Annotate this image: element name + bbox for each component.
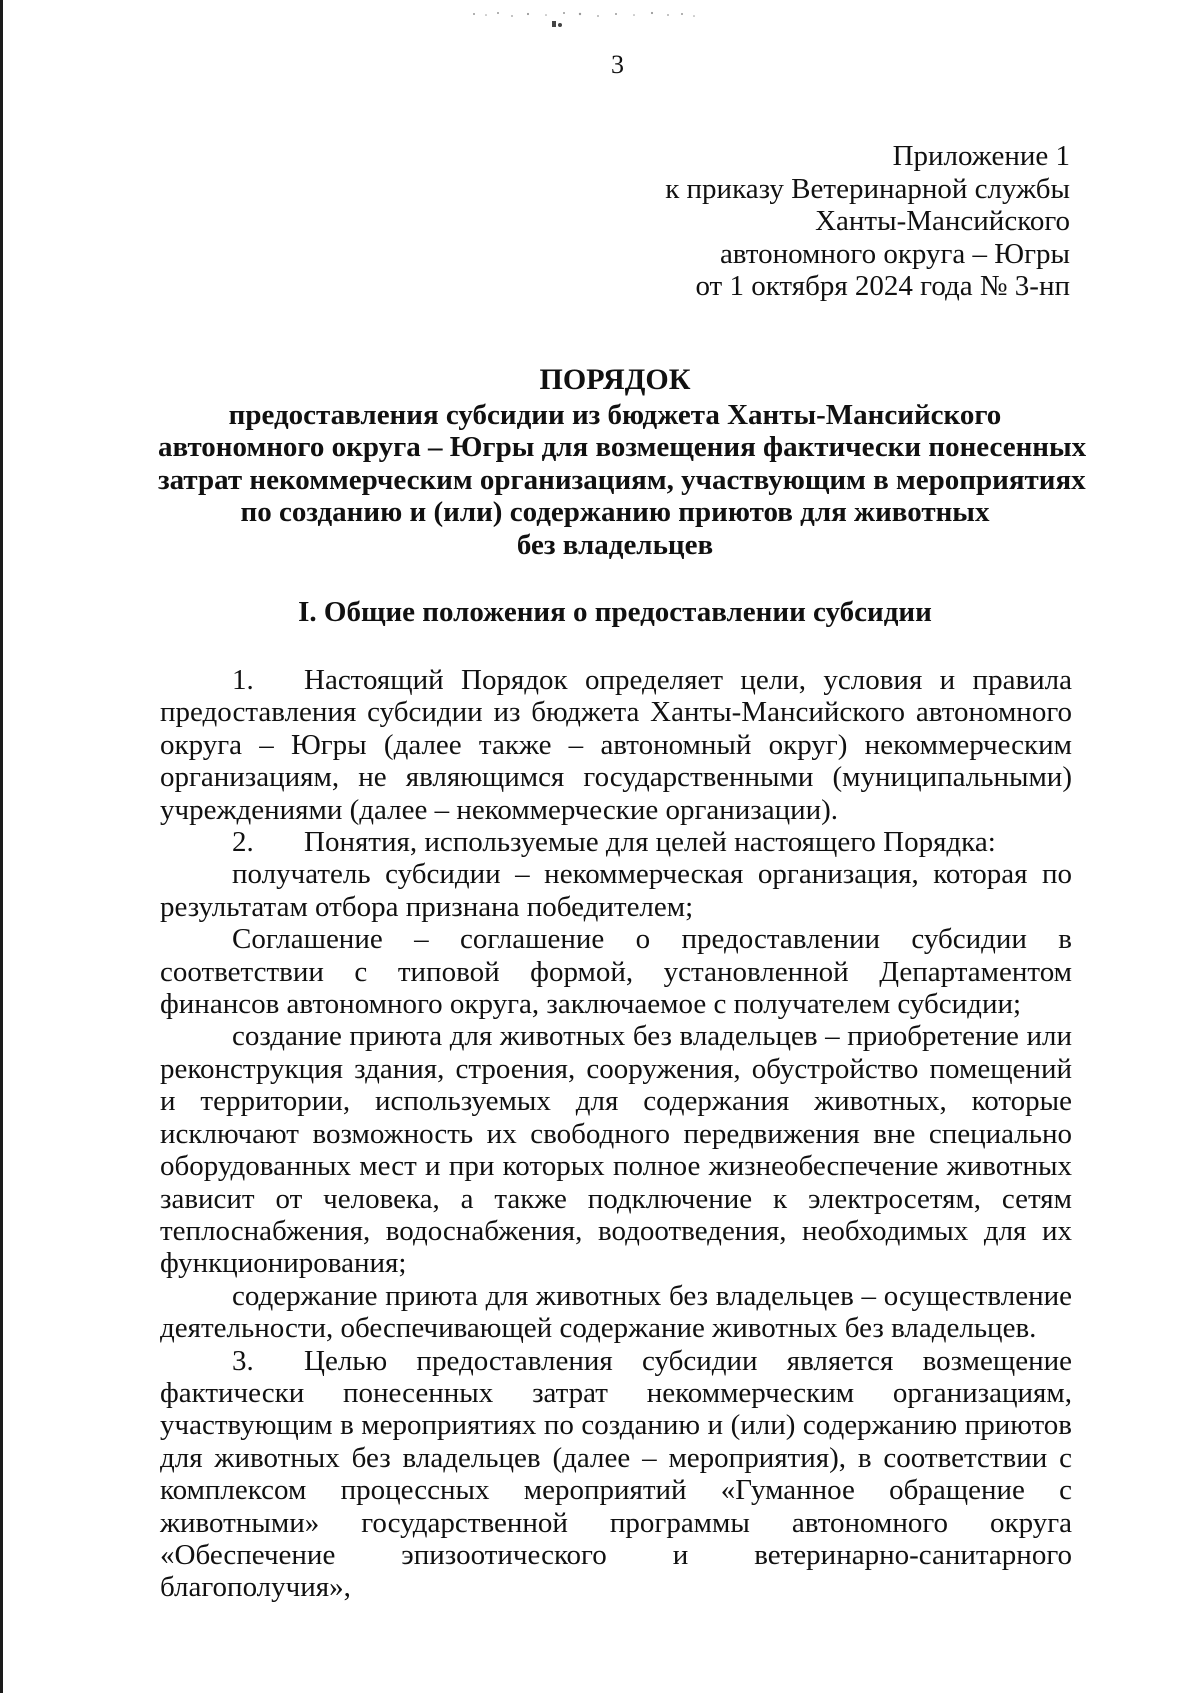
paragraph-text: содержание приюта для животных без владельцев – осуществление деятельности, обеспечивающей содержание животных без владельцев. (160, 1279, 1072, 1345)
appendix-line: Приложение 1 (892, 140, 1070, 172)
title-line: предоставления субсидии из бюджета Ханты-Мансийского (228, 398, 1002, 431)
title-line: затрат некоммерческим организациям, участвующим в мероприятиях (158, 463, 1086, 496)
paragraph-text: Настоящий Порядок определяет цели, условия и правила предоставления субсидии из бюджета Ханты-Мансийского автономного округа – Югры (далее также – автономный округ) некоммерческим организациям, не являющимся государственными (муниципальными) учреждениями (далее – некоммерческие организации). (160, 664, 1072, 826)
title-main: ПОРЯДОК (539, 363, 691, 396)
paragraph (160, 1020, 1072, 1279)
section-heading: I. Общие положения о предоставлении субсидии (298, 596, 932, 628)
scan-noise-marks (468, 6, 708, 30)
paragraph-text: Целью предоставления субсидии является возмещение фактически понесенных затрат некоммерческим организациям, участвующим в мероприятиях по созданию и (или) содержанию приютов для животных без владельцев (далее – мероприятия), в соответствии с комплексом процессных мероприятий «Гуманное обращение с животными» государственной программы автономного округа «Обеспечение эпизоотического и ветеринарно-санитарного благополучия», (160, 1344, 1072, 1604)
paragraph-number: 1. (232, 664, 254, 696)
paragraph-number: 3. (232, 1344, 254, 1377)
paragraph (160, 1280, 1072, 1345)
appendix-block (665, 140, 1070, 303)
paragraph (160, 858, 1072, 923)
paragraph-text: создание приюта для животных без владельцев – приобретение или реконструкция здания, строения, сооружения, обустройство помещений и территории, используемых для содержания животных, которые исключают возможность их свободного передвижения вне специально оборудованных мест и при которых полное жизнеобеспечение животных зависит от человека, а также подключение к электросетям, сетям теплоснабжения, водоснабжения, водоотведения, необходимых для их функционирования; (160, 1020, 1072, 1280)
appendix-line: автономного округа – Югры (719, 237, 1070, 270)
appendix-line: от 1 октября 2024 года № 3-нп (695, 270, 1070, 302)
paragraph (160, 1345, 1072, 1604)
paragraph (160, 664, 1072, 826)
title-line: без владельцев (516, 528, 714, 561)
title-line: автономного округа – Югры для возмещения фактически понесенных (158, 431, 1087, 464)
appendix-line: Ханты-Мансийского (815, 205, 1070, 237)
paragraph (160, 826, 1072, 858)
title-line: по созданию и (или) содержанию приютов для животных (240, 496, 990, 529)
paragraph-text: Понятия, используемые для целей настоящего Порядка: (304, 826, 996, 859)
document-title (158, 363, 1087, 562)
body-text (160, 664, 1072, 1604)
paragraph (160, 923, 1072, 1020)
paragraph-number: 2. (232, 826, 254, 859)
appendix-line: к приказу Ветеринарной службы (665, 172, 1070, 205)
page-number: 3 (611, 50, 624, 79)
paragraph-text: Соглашение – соглашение о предоставлении субсидии в соответствии с типовой формой, установленной Департаментом финансов автономного округа, заключаемое с получателем субсидии; (160, 923, 1072, 1021)
paragraph-text: получатель субсидии – некоммерческая организация, которая по результатам отбора признана победителем; (160, 858, 1072, 923)
scan-left-edge (0, 0, 3, 1693)
